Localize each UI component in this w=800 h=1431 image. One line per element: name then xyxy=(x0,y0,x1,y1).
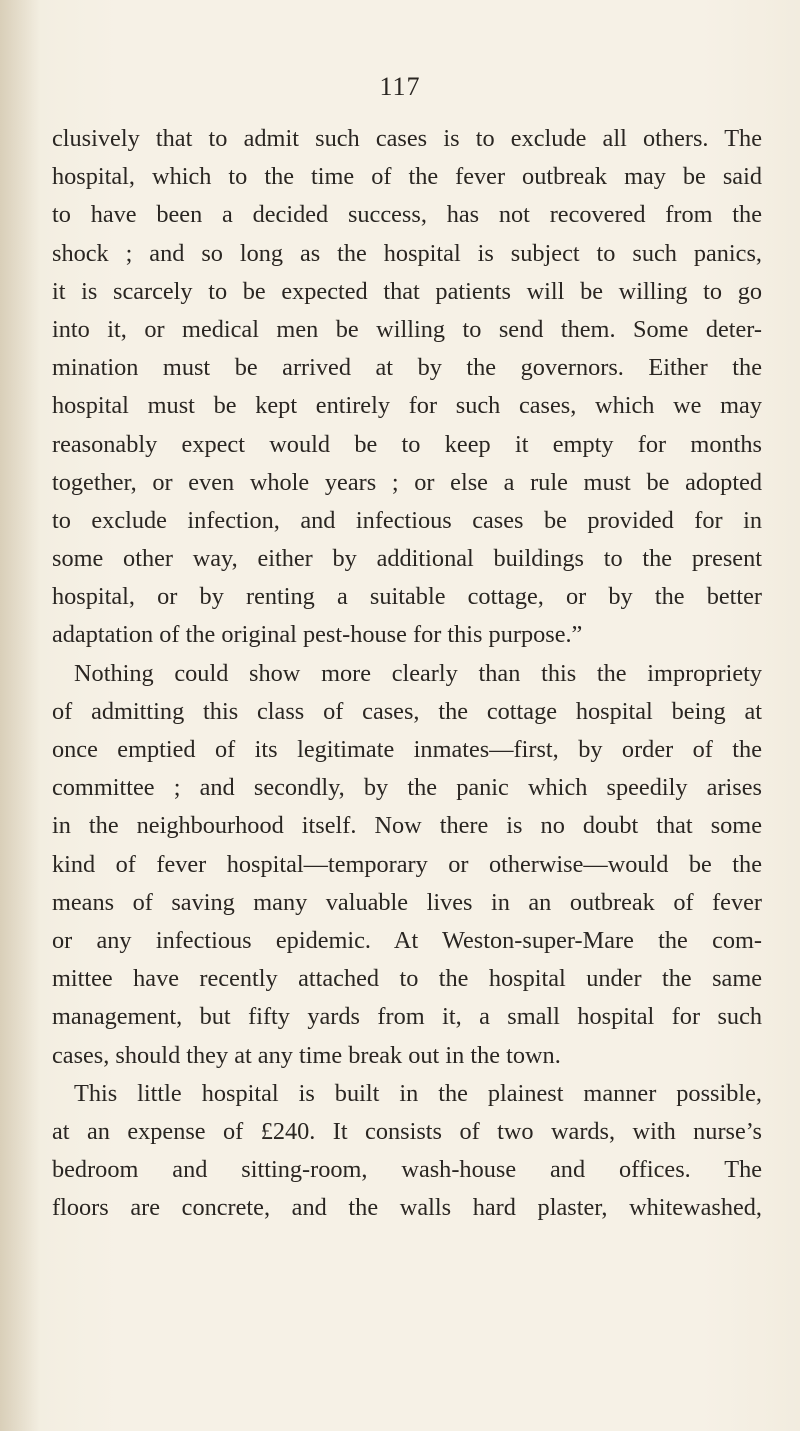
text-line: committee ; and secondly, by the panic which speedily arises xyxy=(52,774,762,802)
text-line: cases, should they at any time break out in the town. xyxy=(52,1041,561,1069)
paragraph xyxy=(52,120,762,655)
text-line: in the neighbourhood itself. Now there is no doubt that some xyxy=(52,812,762,840)
gutter-shadow xyxy=(0,0,40,1431)
text-line: or any infectious epidemic. At Weston-super-Mare the com- xyxy=(52,926,762,954)
text-line: clusively that to admit such cases is to exclude all others. The xyxy=(52,125,762,152)
text-line: hospital must be kept entirely for such cases, which we may xyxy=(52,392,762,420)
paragraph xyxy=(52,1075,762,1228)
text-line: to have been a decided success, has not recovered from the xyxy=(52,201,762,229)
text-line: some other way, either by additional buildings to the present xyxy=(52,545,762,573)
text-line: shock ; and so long as the hospital is subject to such panics, xyxy=(52,239,762,267)
text-line: Nothing could show more clearly than this the impropriety xyxy=(74,659,762,687)
text-line: means of saving many valuable lives in an outbreak of fever xyxy=(52,888,762,916)
paragraph xyxy=(52,655,762,1075)
text-line: into it, or medical men be willing to send them. Some deter- xyxy=(52,315,762,343)
text-line: of admitting this class of cases, the cottage hospital being at xyxy=(52,697,762,725)
text-line: bedroom and sitting-room, wash-house and offices. The xyxy=(52,1156,762,1184)
body-text xyxy=(52,120,762,1227)
text-line: adaptation of the original pest-house for this purpose.” xyxy=(52,621,583,649)
text-line: once emptied of its legitimate inmates—first, by order of the xyxy=(52,736,762,763)
text-line: kind of fever hospital—temporary or otherwise—would be the xyxy=(52,850,762,878)
text-line: mittee have recently attached to the hospital under the same xyxy=(52,965,762,993)
text-line: This little hospital is built in the plainest manner possible, xyxy=(74,1079,762,1107)
text-line: floors are concrete, and the walls hard plaster, whitewashed, xyxy=(52,1194,762,1222)
text-line: mination must be arrived at by the governors. Either the xyxy=(52,354,762,382)
text-line: it is scarcely to be expected that patients will be willing to go xyxy=(52,277,762,305)
text-line: to exclude infection, and infectious cases be provided for in xyxy=(52,506,762,534)
text-line: hospital, which to the time of the fever outbreak may be said xyxy=(52,163,762,191)
text-line: hospital, or by renting a suitable cottage, or by the better xyxy=(52,583,762,611)
text-line: management, but fifty yards from it, a small hospital for such xyxy=(52,1003,762,1031)
text-line: together, or even whole years ; or else a rule must be adopted xyxy=(52,468,762,496)
text-line: reasonably expect would be to keep it empty for months xyxy=(52,430,762,458)
text-line: at an expense of £240. It consists of two wards, with nurse’s xyxy=(52,1117,762,1145)
page-number: 117 xyxy=(379,72,421,101)
